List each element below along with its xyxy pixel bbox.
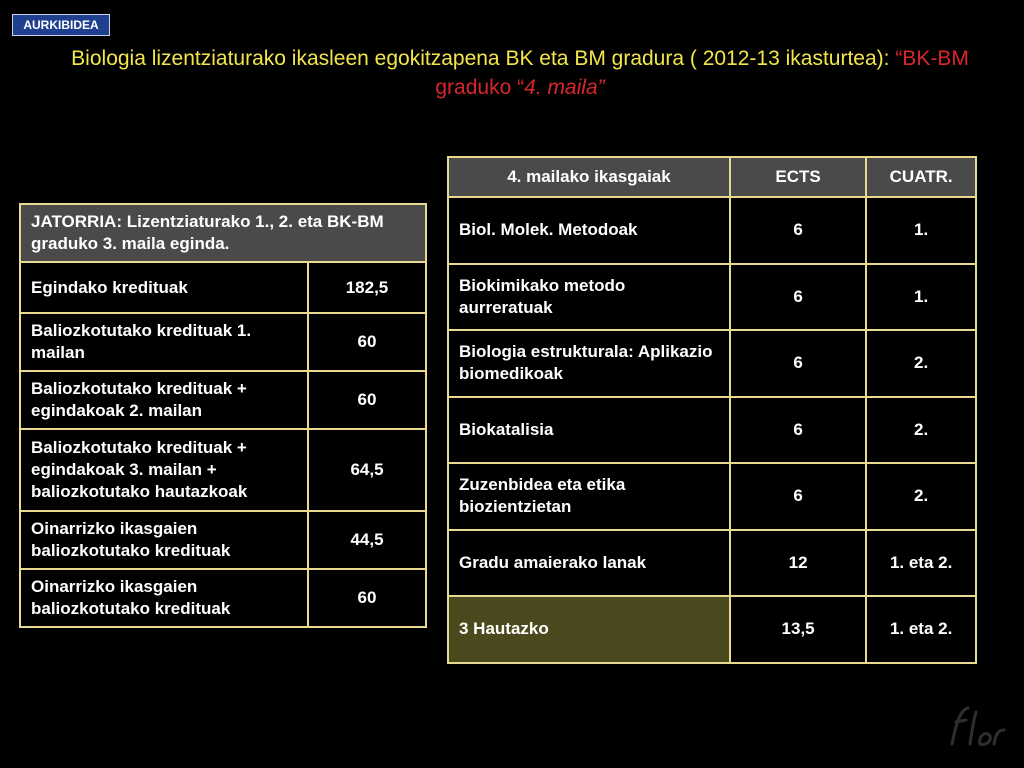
row-value: 182,5 <box>308 262 426 313</box>
subject-ects: 6 <box>730 463 866 530</box>
column-header-cuatr: CUATR. <box>866 157 976 197</box>
table-row-highlighted <box>448 596 976 663</box>
subject-ects: 6 <box>730 397 866 464</box>
row-label: Baliozkotutako kredituak + egindakoak 2. mailan <box>20 371 308 429</box>
table-row <box>20 313 426 371</box>
subject-name: Biokimikako metodo aurreratuak <box>448 264 730 331</box>
subject-name: Biokatalisia <box>448 397 730 464</box>
table-row <box>20 429 426 511</box>
table-row <box>20 511 426 569</box>
flor-logo-icon <box>946 704 1010 758</box>
table-row <box>20 569 426 627</box>
column-header-ects: ECTS <box>730 157 866 197</box>
table-row <box>448 463 976 530</box>
table-row <box>448 330 976 397</box>
flor-logo-icon-graphic <box>946 704 1010 748</box>
origin-header: JATORRIA: Lizentziaturako 1., 2. eta BK-BM graduko 3. maila eginda. <box>20 204 426 262</box>
subject-name: Zuzenbidea eta etika biozientzietan <box>448 463 730 530</box>
subject-name: 3 Hautazko <box>448 596 730 663</box>
table-row <box>20 262 426 313</box>
table-row <box>448 397 976 464</box>
aurkibidea-link[interactable]: AURKIBIDEA <box>12 14 110 36</box>
subject-cuatr: 1. eta 2. <box>866 596 976 663</box>
subject-ects: 6 <box>730 197 866 264</box>
row-value: 64,5 <box>308 429 426 511</box>
title-highlight-italic: 4. maila” <box>524 76 605 99</box>
row-value: 44,5 <box>308 511 426 569</box>
row-value: 60 <box>308 313 426 371</box>
table-header-row <box>448 157 976 197</box>
origin-credits-table <box>19 203 427 628</box>
table-row <box>448 197 976 264</box>
subject-ects: 13,5 <box>730 596 866 663</box>
subject-cuatr: 2. <box>866 330 976 397</box>
fourth-year-subjects-table <box>447 156 977 664</box>
row-label: Egindako kredituak <box>20 262 308 313</box>
subject-cuatr: 2. <box>866 397 976 464</box>
subject-cuatr: 1. <box>866 197 976 264</box>
row-value: 60 <box>308 569 426 627</box>
column-header-subjects: 4. mailako ikasgaiak <box>448 157 730 197</box>
subject-ects: 6 <box>730 264 866 331</box>
subject-name: Biologia estrukturala: Aplikazio biomedikoak <box>448 330 730 397</box>
table-row <box>448 530 976 597</box>
table-header-row <box>20 204 426 262</box>
subject-name: Gradu amaierako lanak <box>448 530 730 597</box>
subject-name: Biol. Molek. Metodoak <box>448 197 730 264</box>
title-highlight: “BK-BM graduko “ <box>435 47 969 99</box>
subject-cuatr: 2. <box>866 463 976 530</box>
row-label: Oinarrizko ikasgaien baliozkotutako kredituak <box>20 511 308 569</box>
table-row <box>20 371 426 429</box>
slide-title <box>60 44 980 102</box>
subject-cuatr: 1. eta 2. <box>866 530 976 597</box>
subject-ects: 6 <box>730 330 866 397</box>
row-label: Oinarrizko ikasgaien baliozkotutako kredituak <box>20 569 308 627</box>
row-value: 60 <box>308 371 426 429</box>
subject-ects: 12 <box>730 530 866 597</box>
row-label: Baliozkotutako kredituak + egindakoak 3. mailan + baliozkotutako hautazkoak <box>20 429 308 511</box>
table-row <box>448 264 976 331</box>
row-label: Baliozkotutako kredituak 1. mailan <box>20 313 308 371</box>
title-main: Biologia lizentziaturako ikasleen egokitzapena BK eta BM gradura ( 2012-13 ikasturtea): <box>71 47 896 70</box>
subject-cuatr: 1. <box>866 264 976 331</box>
